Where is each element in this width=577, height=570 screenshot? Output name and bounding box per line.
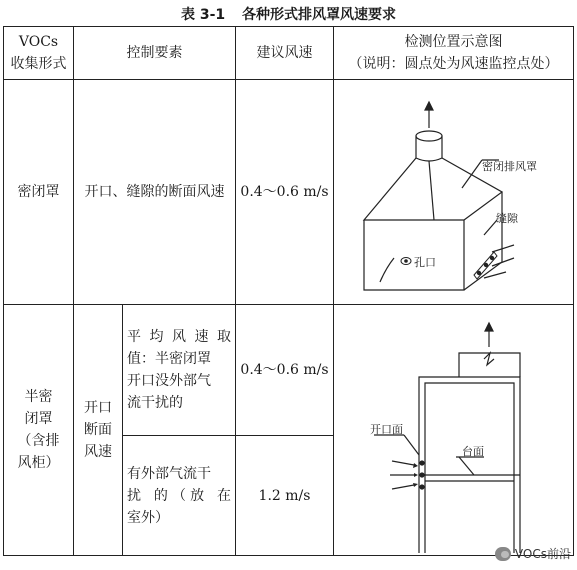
watermark-text: VOCs前沿 [514, 547, 571, 561]
row1-speed: 0.4～0.6 m/s [240, 184, 329, 200]
row2-case1-speed: 0.4～0.6 m/s [240, 362, 329, 378]
case1-line3: 开口没外部气 [127, 373, 211, 389]
case1-line1: 平 均 风 速 取 [127, 329, 231, 345]
table-border-bottom [3, 555, 574, 556]
row2-case2-condition [127, 436, 231, 555]
enclosed-hood-diagram [334, 80, 573, 304]
table-number: 表 3-1 [180, 7, 226, 23]
speed-requirements-table [3, 26, 574, 556]
row2-type-line2: 闭罩 [24, 411, 53, 427]
wechat-icon [495, 547, 511, 561]
case1-line4: 流干扰的 [127, 395, 183, 411]
row1-type: 密闭罩 [17, 184, 60, 200]
case1-line2: 值：半密闭罩 [127, 351, 211, 367]
row2-type [4, 305, 73, 555]
header-col1-line2: 收集形式 [10, 56, 67, 72]
row2-case2-speed: 1.2 m/s [258, 487, 311, 504]
opening-label: 开口面 [370, 423, 403, 436]
row2-type-line4: 风柜） [17, 455, 60, 471]
header-recommended-speed: 建议风速 [256, 45, 313, 61]
header-col4-line2: （说明：圆点处为风速监控点处） [348, 56, 559, 72]
header-control-elements: 控制要素 [126, 45, 183, 61]
watermark [495, 545, 571, 562]
header-col1-line1: VOCs [18, 34, 59, 50]
row2-type-line1: 半密 [24, 389, 53, 405]
gap-label: 缝隙 [496, 212, 518, 225]
row2-sub-line3: 风速 [84, 444, 112, 460]
row2-sub-element [74, 305, 122, 555]
table-border-right [573, 26, 574, 556]
col-divider-sub [122, 304, 123, 556]
row2-sub-line2: 断面 [84, 422, 112, 438]
row2-sub-line1: 开口 [84, 400, 112, 416]
hole-label: 孔口 [414, 256, 436, 269]
table-title: 各种形式排风罩风速要求 [242, 7, 397, 23]
row2-type-line3: （含排 [17, 433, 60, 449]
case2-line2: 扰 的（放 在 [127, 487, 231, 504]
hood-label: 密闭排风罩 [482, 160, 537, 173]
enclosed-hood-drawing [334, 80, 573, 304]
row2-case1-condition [127, 305, 231, 435]
case2-line1: 有外部气流干 [127, 465, 211, 482]
header-collection-type [4, 27, 73, 79]
table-surface-label: 台面 [462, 445, 484, 458]
table-caption [0, 4, 577, 24]
row1-element: 开口、缝隙的断面风速 [84, 184, 225, 200]
header-col4-line1: 检测位置示意图 [404, 34, 503, 50]
header-diagram [334, 27, 573, 79]
semi-enclosed-hood-diagram [334, 305, 573, 555]
case2-line3: 室外） [127, 509, 169, 526]
